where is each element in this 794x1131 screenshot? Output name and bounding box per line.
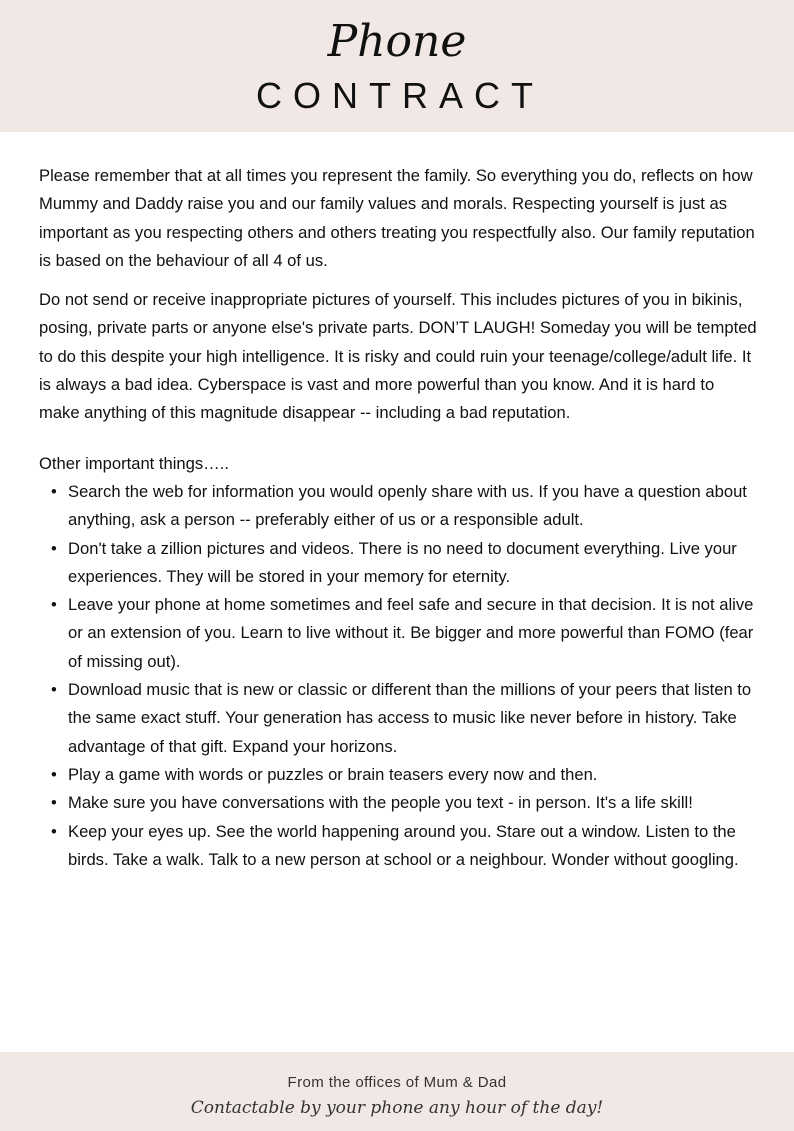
- list-item: • Don't take a zillion pictures and videos. There is no need to document everything. Live your experiences. They will be stored in your memory for eternity.: [68, 535, 759, 592]
- header-band: [0, 0, 794, 132]
- list-item: • Download music that is new or classic or different than the millions of your peers that listen to the same exact stuff. Your generation has access to music like never before in history. Take advantage of that gift. Expand your horizons.: [68, 676, 759, 761]
- main-title: CONTRACT: [256, 75, 544, 116]
- contract-body: [39, 162, 759, 874]
- important-things-list: [39, 478, 759, 874]
- paragraph-pictures: Do not send or receive inappropriate pictures of yourself. This includes pictures of you in bikinis, posing, private parts or anyone else's private parts. DON’T LAUGH! Someday you will be tempted to do this despite your high intelligence. It is risky and could ruin your teenage/college/adult life. It is always a bad idea. Cyberspace is vast and more powerful than you know. And it is hard to make anything of this magnitude disappear -- including a bad reputation.: [39, 290, 757, 423]
- footer-contact-line: Contactable by your phone any hour of the day!: [190, 1098, 604, 1118]
- list-item: • Leave your phone at home sometimes and feel safe and secure in that decision. It is not alive or an extension of you. Learn to live without it. Be bigger and more powerful than FOMO (fear of missing out).: [68, 591, 759, 676]
- footer-from-line: From the offices of Mum & Dad: [287, 1074, 507, 1091]
- paragraph-family: Please remember that at all times you represent the family. So everything you do, reflects on how Mummy and Daddy raise you and our family values and morals. Respecting yourself is just as important as you respecting others and others treating you respectfully also. Our family reputation is based on the behaviour of all 4 of us.: [39, 166, 755, 270]
- list-item: • Keep your eyes up. See the world happening around you. Stare out a window. Listen to the birds. Take a walk. Talk to a new person at school or a neighbour. Wonder without googling.: [68, 818, 759, 875]
- list-item: • Search the web for information you would openly share with us. If you have a question about anything, ask a person -- preferably either of us or a responsible adult.: [68, 478, 759, 535]
- list-intro: Other important things…..: [39, 453, 229, 473]
- list-item: • Make sure you have conversations with the people you text - in person. It's a life skill!: [68, 789, 759, 817]
- script-title: Phone: [327, 16, 467, 67]
- list-item: • Play a game with words or puzzles or brain teasers every now and then.: [68, 761, 759, 789]
- footer-band: [0, 1052, 794, 1131]
